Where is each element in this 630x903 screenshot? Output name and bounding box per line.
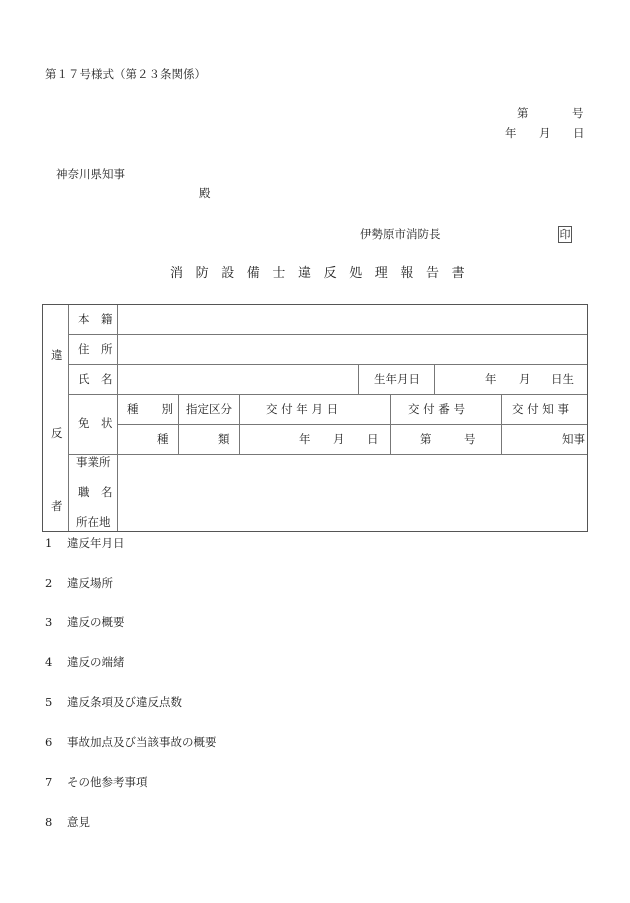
item-label: 違反の概要 [67,615,125,629]
address-field[interactable] [119,336,585,363]
license-header-number: 交 付 番 号 [408,402,465,416]
license-header-governor: 交 付 知 事 [512,402,569,416]
label-honseki: 本 籍 [78,312,113,326]
item-number: 7 [45,775,53,789]
table-divider [434,364,435,394]
license-value-month: 月 [333,432,345,446]
reference-number-suffix: 号 [572,106,584,120]
reference-number-prefix: 第 [517,106,529,120]
birthdate-day: 日生 [551,372,574,386]
table-divider [239,394,240,454]
list-item [45,697,182,709]
item-number: 6 [45,735,53,749]
item-label: 違反場所 [67,576,113,590]
item-label: 違反の端緒 [67,655,125,669]
form-number: 第１７号様式（第２３条関係） [45,67,206,81]
label-location: 所在地 [76,515,111,529]
license-header-issue-date: 交 付 年 月 日 [266,402,339,416]
item-label: 事故加点及び当該事故の概要 [67,735,217,749]
side-label-3: 者 [51,499,63,513]
honorific: 殿 [199,186,211,200]
honseki-field[interactable] [119,306,585,333]
document-title: 消防設備士違反処理報告書 [170,266,478,281]
item-number: 2 [45,576,53,590]
list-item [45,657,125,669]
table-divider [117,424,587,425]
label-shimei: 氏 名 [78,372,113,386]
label-workplace: 事業所 [76,455,111,469]
workplace-field[interactable] [119,456,585,529]
license-header-type: 種 別 [127,402,173,416]
list-item [45,578,113,590]
item-label: その他参考事項 [67,775,148,789]
table-divider [68,454,587,455]
item-label: 意見 [67,815,90,829]
table-divider [68,334,587,335]
label-birthdate: 生年月日 [374,372,420,386]
table-divider [178,394,179,454]
violator-table [42,304,588,532]
table-divider [68,394,587,395]
item-number: 3 [45,615,53,629]
item-number: 5 [45,695,53,709]
license-value-year: 年 [299,432,311,446]
license-value-number-prefix: 第 [420,432,432,446]
table-divider [68,305,69,531]
label-license: 免 状 [78,416,113,430]
table-divider [117,305,118,531]
license-value-number-suffix: 号 [464,432,476,446]
label-job-title: 職 名 [78,485,113,499]
birthdate-year: 年 [485,372,497,386]
item-label: 違反条項及び違反点数 [67,695,182,709]
table-divider [390,394,391,454]
addressee: 神奈川県知事 [56,167,125,181]
license-header-category: 指定区分 [186,402,232,416]
item-number: 1 [45,536,53,550]
label-jusho: 住 所 [78,342,113,356]
license-value-category: 類 [218,432,230,446]
date-day-label: 日 [573,126,585,140]
seal-mark: 印 [559,228,571,241]
list-item [45,737,217,749]
item-number: 8 [45,815,53,829]
list-item [45,777,148,789]
date-month-label: 月 [539,126,551,140]
license-value-governor: 知事 [562,432,585,446]
license-value-type: 種 [157,432,169,446]
table-divider [358,364,359,394]
birthdate-month: 月 [519,372,531,386]
list-item [45,617,125,629]
list-item [45,817,90,829]
date-year-label: 年 [505,126,517,140]
sender: 伊勢原市消防長 [360,227,441,241]
table-divider [501,394,502,454]
table-divider [68,364,587,365]
side-label-1: 違 [51,348,63,362]
license-value-day: 日 [367,432,379,446]
name-field[interactable] [119,366,356,393]
item-number: 4 [45,655,53,669]
side-label-2: 反 [51,426,63,440]
list-item [45,538,125,550]
item-label: 違反年月日 [67,536,125,550]
